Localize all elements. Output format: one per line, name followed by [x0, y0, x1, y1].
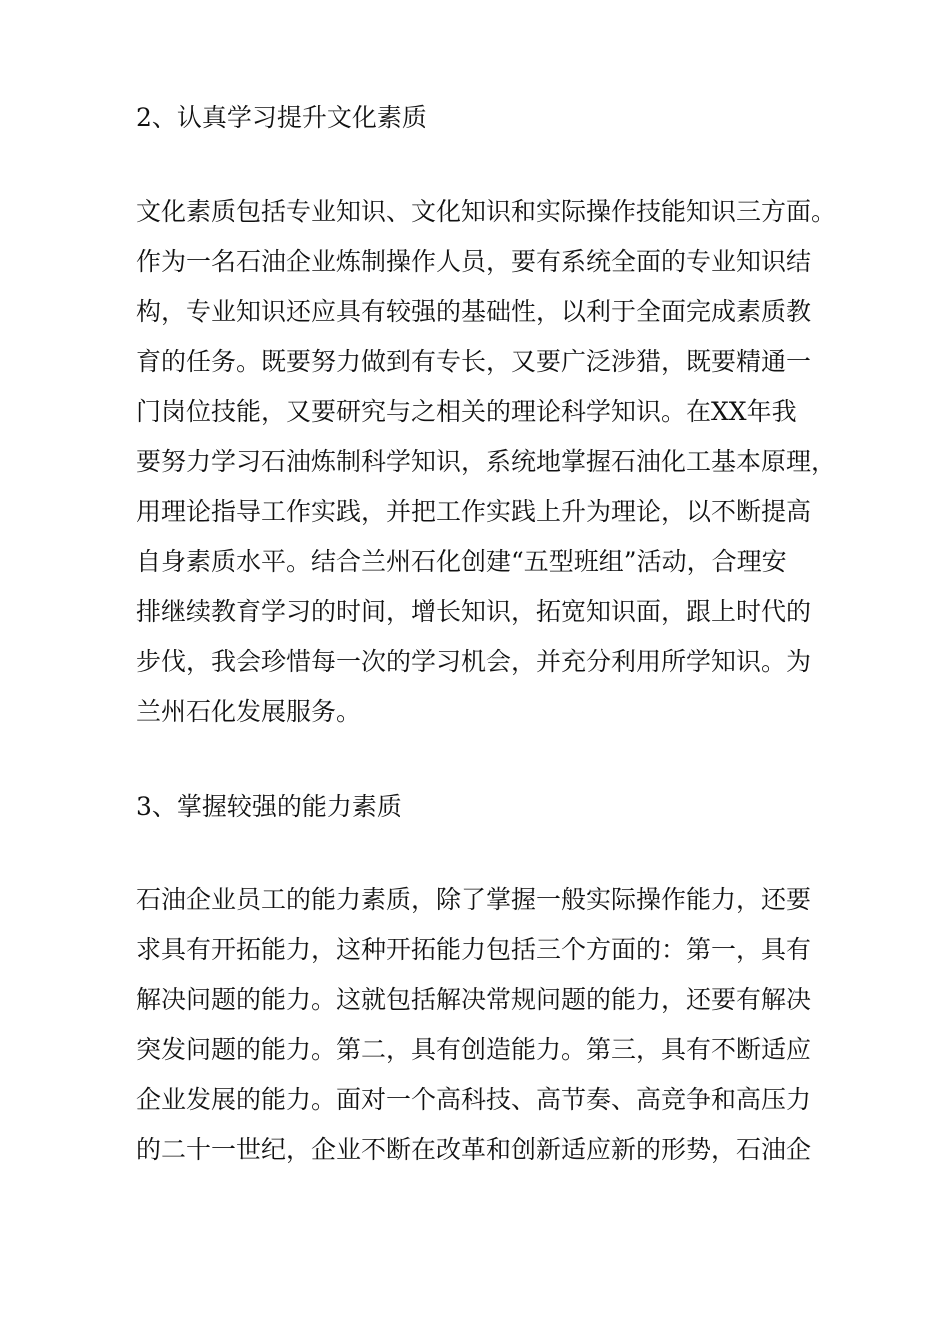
paragraph-line: 解决问题的能力。这就包括解决常规问题的能力，还要有解决 [136, 985, 812, 1014]
paragraph-line: 步伐，我会珍惜每一次的学习机会，并充分利用所学知识。为 [136, 647, 812, 676]
paragraph-line: 企业发展的能力。面对一个高科技、高节奏、高竞争和高压力 [136, 1085, 812, 1114]
paragraph-line: 石油企业员工的能力素质，除了掌握一般实际操作能力，还要 [136, 885, 812, 914]
paragraph-line: 自身素质水平。结合兰州石化创建“五型班组”活动，合理安 [136, 547, 787, 576]
section-2-heading: 2、认真学习提升文化素质 [136, 103, 427, 132]
paragraph-line: 要努力学习石油炼制科学知识，系统地掌握石油化工基本原理， [136, 447, 837, 476]
paragraph-line: 构，专业知识还应具有较强的基础性，以利于全面完成素质教 [136, 297, 812, 326]
section-3-heading: 3、掌握较强的能力素质 [136, 792, 402, 821]
paragraph-line: 育的任务。既要努力做到有专长，又要广泛涉猎，既要精通一 [136, 347, 812, 376]
paragraph-line: 用理论指导工作实践，并把工作实践上升为理论，以不断提高 [136, 497, 812, 526]
paragraph-line: 求具有开拓能力，这种开拓能力包括三个方面的：第一，具有 [136, 935, 812, 964]
paragraph-line: 排继续教育学习的时间，增长知识，拓宽知识面，跟上时代的 [136, 597, 812, 626]
paragraph-line: 突发问题的能力。第二，具有创造能力。第三，具有不断适应 [136, 1035, 812, 1064]
paragraph-line: 兰州石化发展服务。 [136, 697, 362, 726]
paragraph-line: 文化素质包括专业知识、文化知识和实际操作技能知识三方面。 [136, 197, 837, 226]
paragraph-line: 作为一名石油企业炼制操作人员，要有系统全面的专业知识结 [136, 247, 812, 276]
paragraph-line: 门岗位技能，又要研究与之相关的理论科学知识。在XX年我 [136, 397, 797, 426]
paragraph-line: 的二十一世纪，企业不断在改革和创新适应新的形势，石油企 [136, 1135, 812, 1164]
